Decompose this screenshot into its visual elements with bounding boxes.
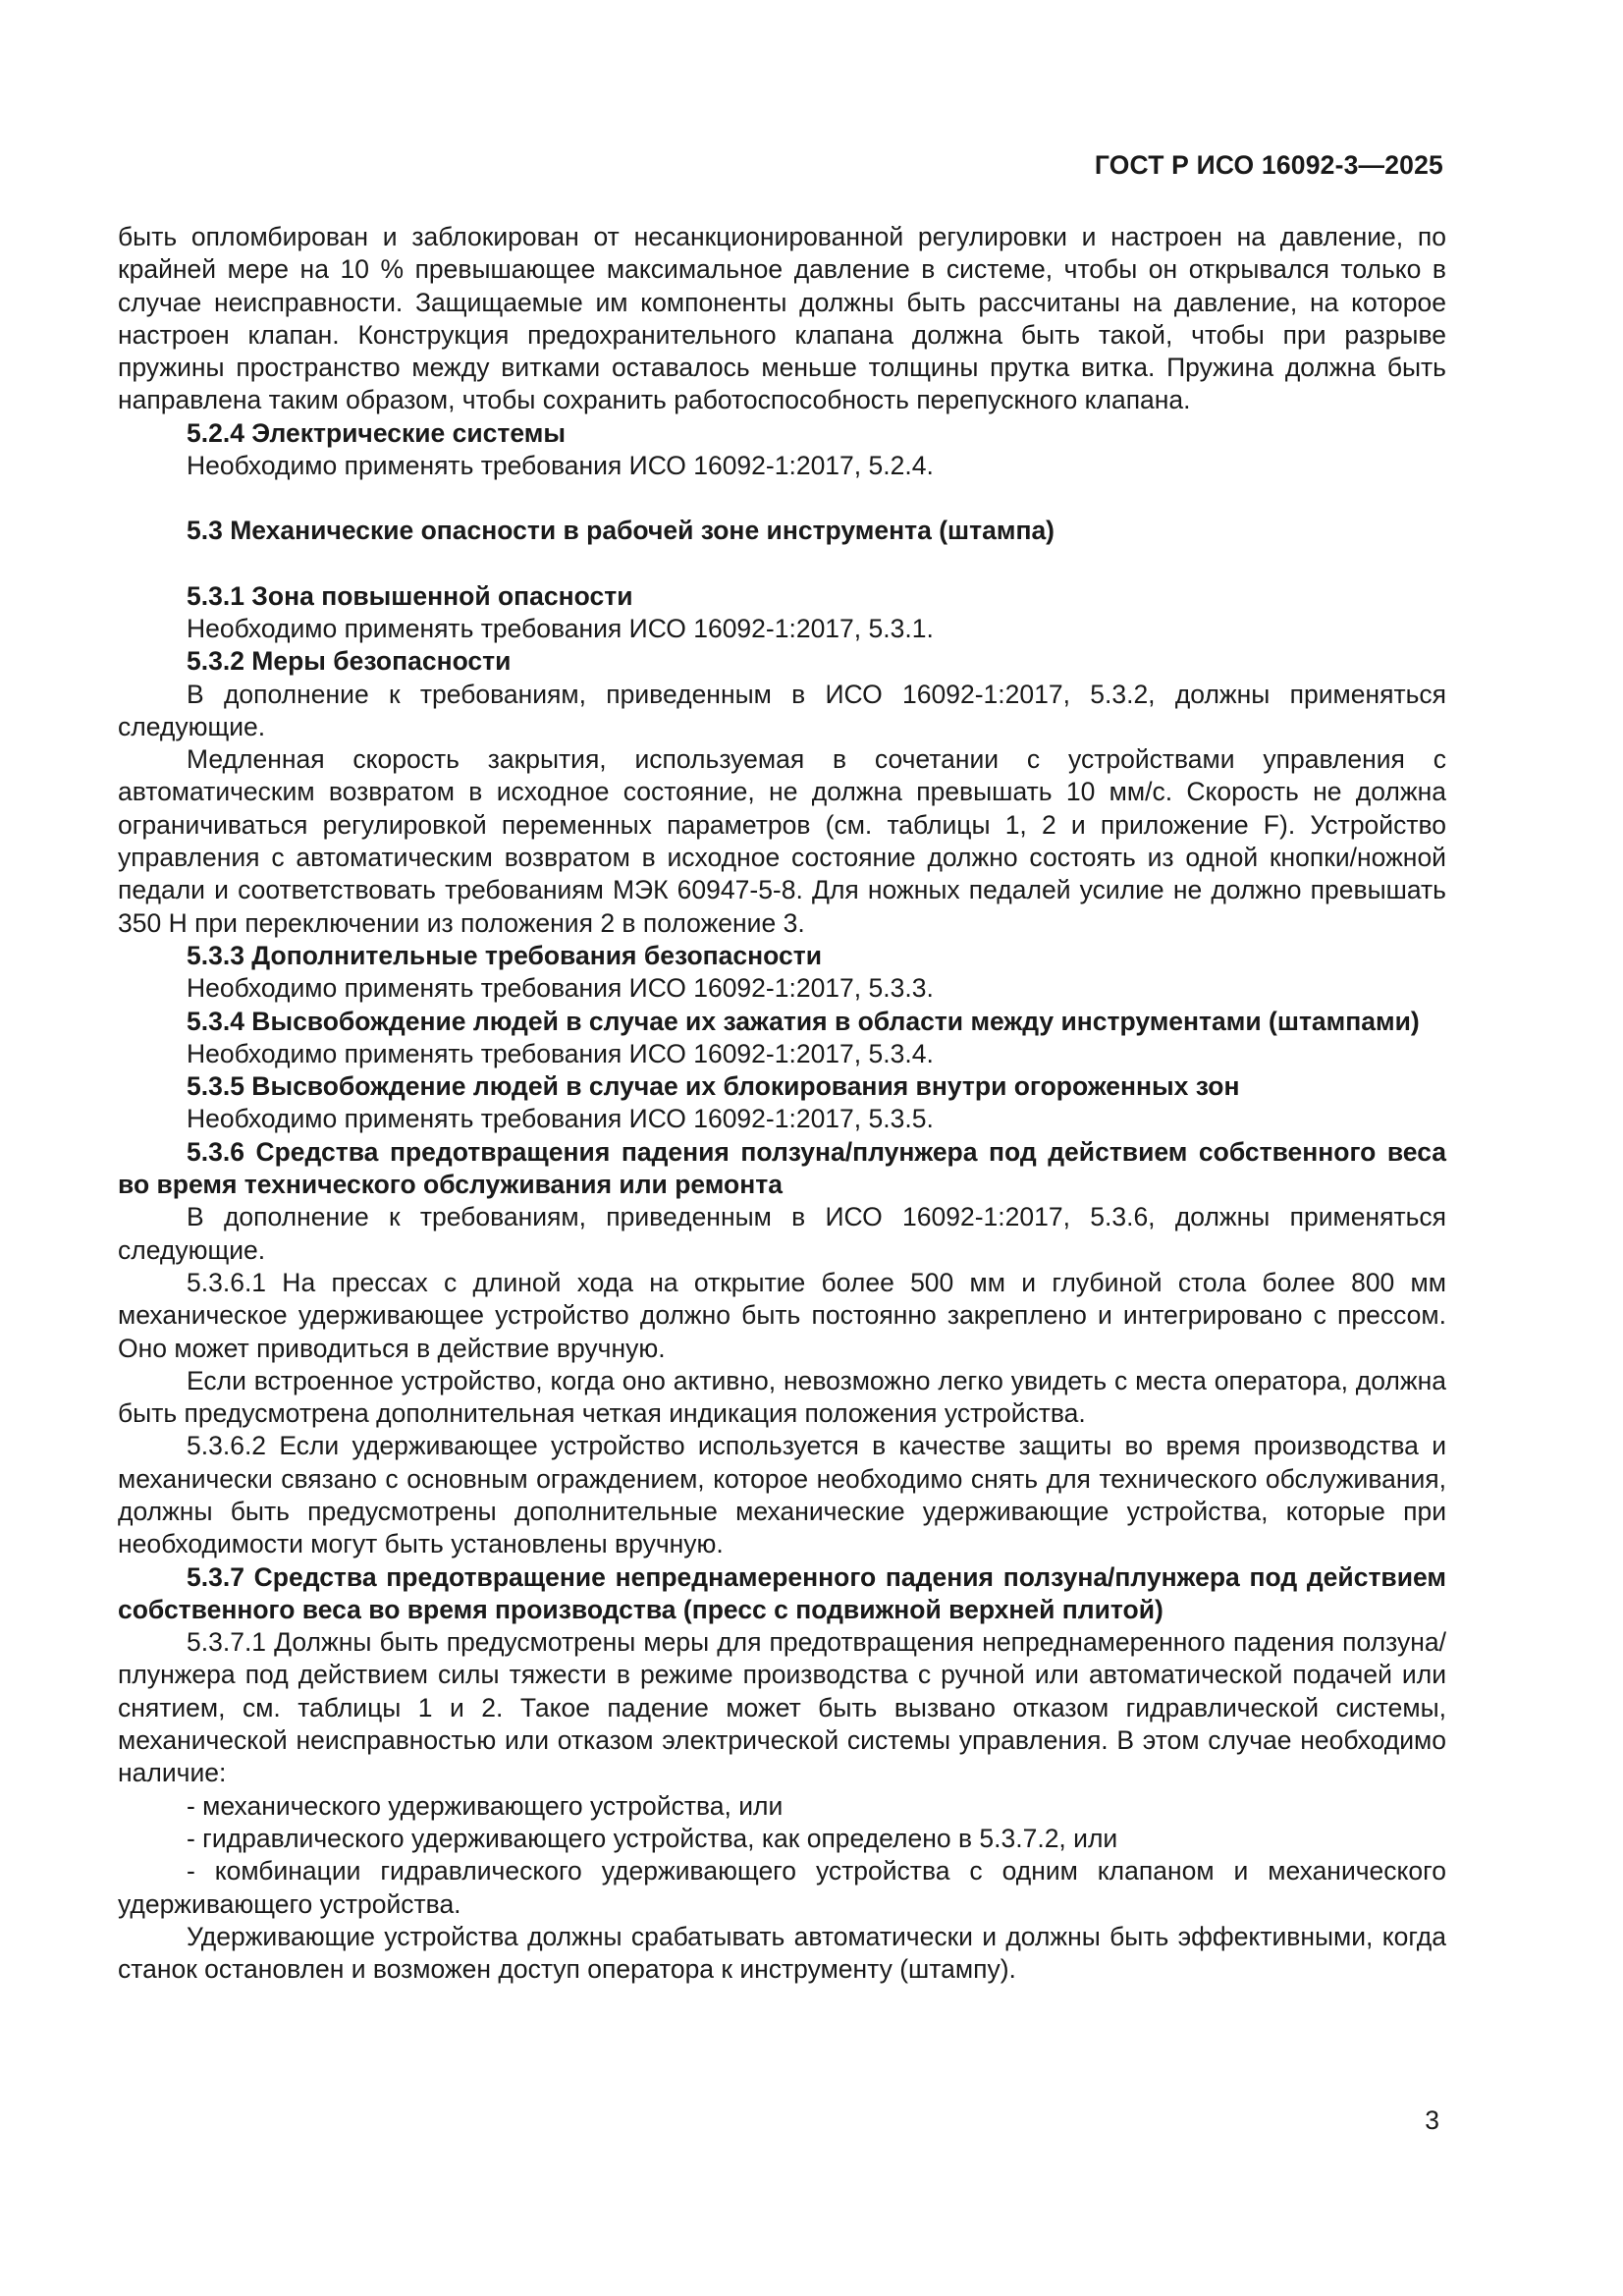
paragraph: Необходимо применять требования ИСО 16092-1:2017, 5.3.4. [187, 1038, 934, 1068]
heading-5-3-2: 5.3.2 Меры безопасности [187, 646, 512, 677]
list-item: - гидравлического удерживающего устройства, как определено в 5.3.7.2, или [187, 1823, 1118, 1853]
paragraph: Если встроенное устройство, когда оно активно, невозможно легко увидеть с места оператора, должна быть предусмотрена дополнительная четкая индикация положения устройства. [118, 1365, 1446, 1429]
paragraph: Необходимо применять требования ИСО 16092-1:2017, 5.3.5. [187, 1104, 934, 1134]
list-item: - комбинации гидравлического удерживающего устройства с одним клапаном и механического удерживающего устройства. [118, 1856, 1446, 1919]
list-item: - механического удерживающего устройства, или [187, 1790, 784, 1821]
paragraph: Необходимо применять требования ИСО 16092-1:2017, 5.3.1. [187, 613, 934, 643]
heading-5-3-1: 5.3.1 Зона повышенной опасности [187, 580, 633, 611]
page-number: 3 [1425, 2105, 1439, 2135]
heading-5-3-3: 5.3.3 Дополнительные требования безопасности [187, 940, 822, 970]
paragraph: Необходимо применять требования ИСО 16092-1:2017, 5.2.4. [187, 451, 934, 481]
paragraph-5-3-7-1: 5.3.7.1 Должны быть предусмотрены меры для предотвращения непреднамеренного падения ползуна/плунжера под действием силы тяжести в режиме производства с ручной или автоматической подачей или снятием, см. таблицы 1 и 2. Такое падение может быть вызвано отказом гидравлической системы, механической неисправностью или отказом электрической системы управления. В этом случае необходимо наличие: [118, 1627, 1446, 1788]
paragraph: Удерживающие устройства должны срабатывать автоматически и должны быть эффективными, когда станок остановлен и возможен доступ оператора к инструменту (штампу). [118, 1921, 1446, 1985]
heading-5-3-7: 5.3.7 Средства предотвращение непреднамеренного падения ползуна/плунжера под действием собственного веса во время производства (пресс с подвижной верхней плитой) [118, 1561, 1446, 1624]
paragraph: Необходимо применять требования ИСО 16092-1:2017, 5.3.3. [187, 973, 934, 1004]
heading-5-3-5: 5.3.5 Высвобождение людей в случае их блокирования внутри огороженных зон [187, 1071, 1240, 1102]
paragraph: Медленная скорость закрытия, используемая в сочетании с устройствами управления с автоматическим возвратом в исходное состояние, не должна превышать 10 мм/с. Скорость не должна ограничиваться регулировкой переменных параметров (см. таблицы 1, 2 и приложение F). Устройство управления с автоматическим возвратом в исходное состояние должно состоять из одной кнопки/ножной педали и соответствовать требованиям МЭК 60947-5-8. Для ножных педалей усилие не должно превышать 350 Н при переключении из положения 2 в положение 3. [118, 744, 1446, 938]
document-header: ГОСТ Р ИСО 16092-3—2025 [1094, 150, 1443, 180]
document-body [118, 221, 1446, 1986]
paragraph: В дополнение к требованиям, приведенным в ИСО 16092-1:2017, 5.3.2, должны применяться следующие. [118, 679, 1446, 741]
paragraph-continuation: быть опломбирован и заблокирован от несанкционированной регулировки и настроен на давление, по крайней мере на 10 % превышающее максимальное давление в системе, чтобы он открывался только в случае неисправности. Защищаемые им компоненты должны быть рассчитаны на давление, на которое настроен клапан. Конструкция предохранительного клапана должна быть такой, чтобы при разрыве пружины пространство между витками оставалось меньше толщины прутка витка. Пружина должна быть направлена таким образом, чтобы сохранить работоспособность перепускного клапана. [118, 222, 1446, 415]
heading-5-3-4: 5.3.4 Высвобождение людей в случае их зажатия в области между инструментами (штампами) [187, 1006, 1420, 1036]
heading-5-3-6: 5.3.6 Средства предотвращения падения ползуна/плунжера под действием собственного веса во время технического обслуживания или ремонта [118, 1136, 1446, 1200]
paragraph: В дополнение к требованиям, приведенным в ИСО 16092-1:2017, 5.3.6, должны применяться следующие. [118, 1202, 1446, 1265]
heading-5-2-4: 5.2.4 Электрические системы [187, 417, 566, 448]
paragraph-5-3-6-2: 5.3.6.2 Если удерживающее устройство используется в качестве защиты во время производства и механически связано с основным ограждением, которое необходимо снять для технического обслуживания, должны быть предусмотрены дополнительные механические удерживающие устройства, которые при необходимости могут быть установлены вручную. [118, 1431, 1446, 1559]
paragraph-5-3-6-1: 5.3.6.1 На прессах с длиной хода на открытие более 500 мм и глубиной стола более 800 мм механическое удерживающее устройство должно быть постоянно закреплено и интегрировано с прессом. Оно может приводиться в действие вручную. [118, 1267, 1446, 1363]
heading-5-3: 5.3 Механические опасности в рабочей зоне инструмента (штампа) [187, 516, 1055, 546]
